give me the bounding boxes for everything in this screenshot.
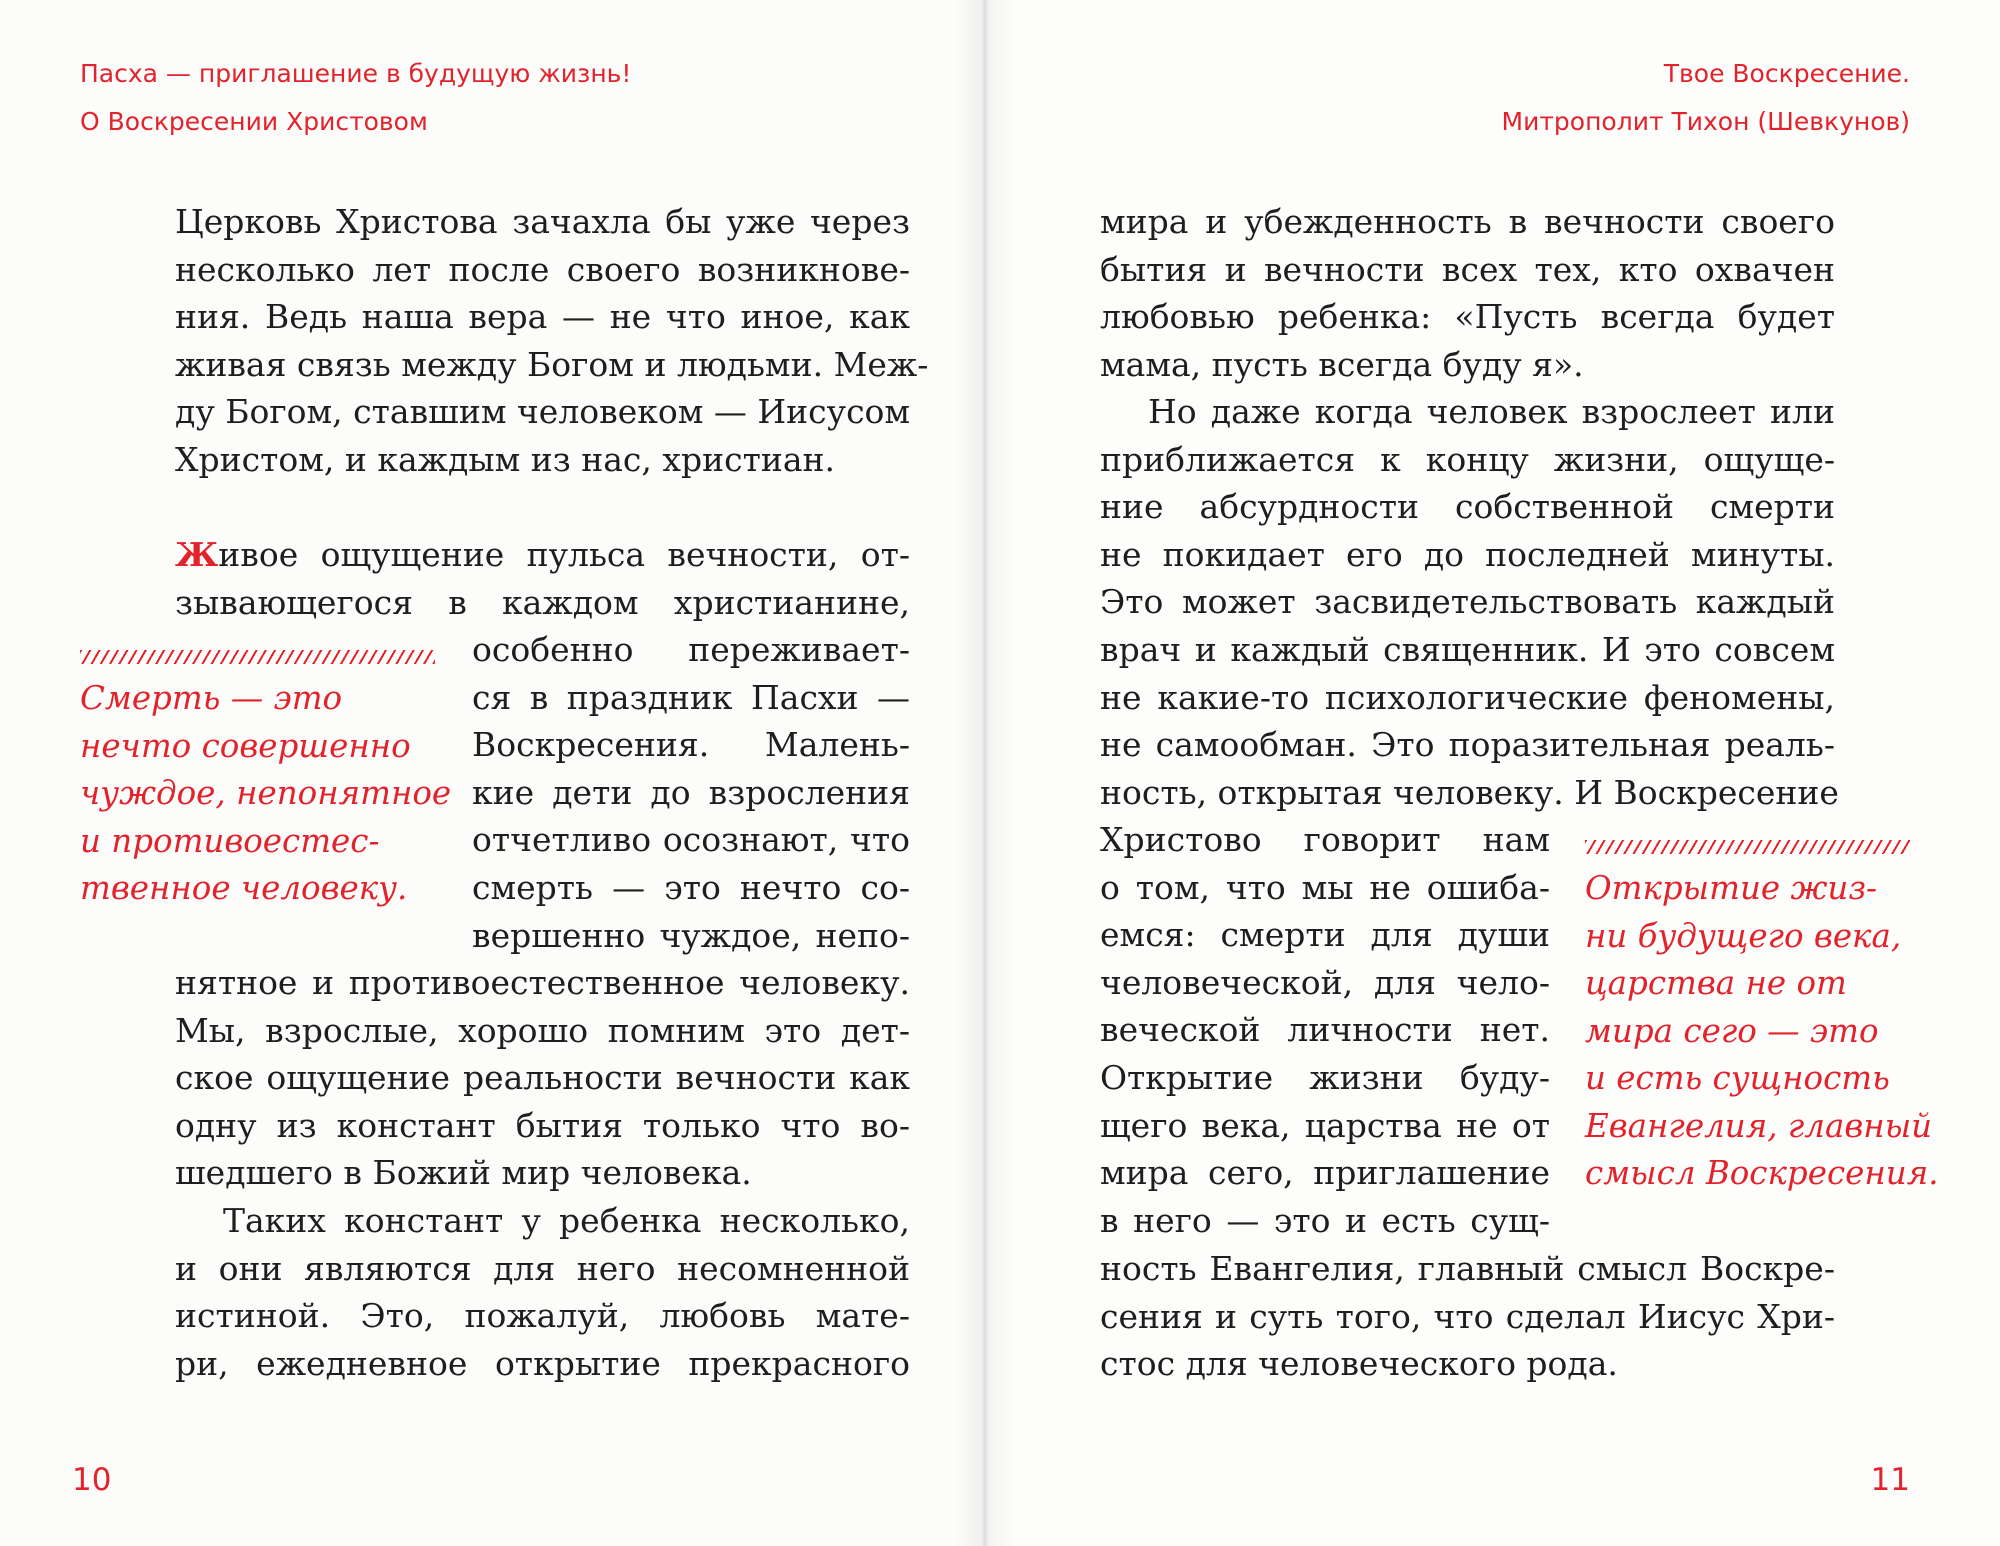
text-line: в него — это и есть сущ- <box>1100 1200 1550 1240</box>
text-line: Церковь Христова зачахла бы уже через <box>175 202 910 241</box>
text-line: одну из констант бытия только что во- <box>175 1105 910 1145</box>
pullquote-line: Открытие жиз- <box>1585 869 1878 907</box>
pullquote-line: ни будущего века, <box>1585 916 1902 955</box>
text-line: приближается к концу жизни, ощуще- <box>1100 439 1835 479</box>
right-header-line-2: Митрополит Тихон (Шевкунов) <box>1501 107 1910 136</box>
text-line: отчетливо осознают, что <box>472 820 910 860</box>
text-line: Христово говорит нам <box>1100 820 1550 859</box>
text-line: не покидает его до последней минуты. <box>1100 534 1835 574</box>
right-paragraph-2-bottom <box>1100 1245 1835 1388</box>
text-line: особенно переживает- <box>472 630 910 669</box>
text-line: ние абсурдности собственной смерти <box>1100 487 1835 527</box>
text-line: кие дети до взросления <box>472 772 910 812</box>
drop-cap: Ж <box>175 535 219 574</box>
right-paragraph-1 <box>1100 198 1835 388</box>
text-line: ское ощущение реальности вечности как <box>175 1058 910 1098</box>
pullquote-line: смысл Воскресения. <box>1585 1154 1939 1192</box>
text-line: смерть — это нечто со- <box>472 867 910 907</box>
text-line: не самообман. Это поразительная реаль- <box>1100 725 1835 765</box>
pullquote-hatch-rule <box>1585 840 1910 854</box>
left-paragraph-2-narrow <box>472 626 910 959</box>
text-line: врач и каждый священник. И это совсем <box>1100 629 1835 669</box>
text-line: Открытие жизни буду- <box>1100 1057 1550 1097</box>
left-running-header <box>80 50 631 146</box>
pullquote-line: нечто совершенно <box>80 726 411 765</box>
text-line: истиной. Это, пожалуй, любовь мате- <box>175 1296 910 1336</box>
left-paragraph-3 <box>175 1197 910 1387</box>
text-line: зывающегося в каждом христианине, <box>175 582 910 622</box>
right-running-header <box>1502 50 1910 146</box>
text-line: ри, ежедневное открытие прекрасного <box>175 1343 910 1383</box>
right-page-number: 11 <box>1870 1462 1910 1498</box>
left-header-line-2: О Воскресении Христовом <box>80 107 428 136</box>
text-line: не какие-то психологические феномены, <box>1100 677 1835 717</box>
right-paragraph-2-top <box>1100 388 1839 816</box>
pullquote-line: мира сего — это <box>1585 1011 1879 1050</box>
right-page <box>985 0 2000 1546</box>
text-line: ся в праздник Пасхи — <box>472 677 910 717</box>
text-line: стос для человеческого рода. <box>1100 1344 1618 1384</box>
text-line: любовью ребенка: «Пусть всегда будет <box>1100 297 1835 337</box>
text-line: бытия и вечности всех тех, кто охвачен <box>1100 249 1835 289</box>
pullquote-line: Смерть — это <box>80 679 343 717</box>
text-line: мама, пусть всегда буду я». <box>1100 344 1584 384</box>
left-pullquote <box>80 675 451 913</box>
left-paragraph-1 <box>175 198 929 484</box>
text-line: веческой личности нет. <box>1100 1010 1550 1050</box>
text-line-rest: ивое ощущение пульса вечности, от- <box>218 535 910 574</box>
pullquote-line: твенное человеку. <box>80 869 408 907</box>
left-paragraph-2-top <box>175 531 910 626</box>
text-line: Это может засвидетельствовать каждый <box>1100 582 1835 622</box>
text-line: емся: смерти для души <box>1100 915 1550 955</box>
text-line: сения и суть того, что сделал Иисус Хри- <box>1100 1296 1835 1336</box>
text-line: ду Богом, ставшим человеком — Иисусом <box>175 392 911 432</box>
pullquote-line: и есть сущность <box>1585 1059 1890 1097</box>
text-line: мира и убежденность в вечности своего <box>1100 202 1835 241</box>
text-line: мира сего, приглашение <box>1100 1153 1550 1193</box>
text-line: щего века, царства не от <box>1100 1105 1550 1145</box>
pullquote-hatch-rule <box>80 650 435 664</box>
pullquote-line: царства не от <box>1585 964 1847 1002</box>
text-line: человеческой, для чело- <box>1100 962 1550 1002</box>
text-line: Мы, взрослые, хорошо помним это дет- <box>175 1010 910 1050</box>
text-line: о том, что мы не ошиба- <box>1100 867 1550 907</box>
text-line: ность Евангелия, главный смысл Воскре- <box>1100 1249 1835 1288</box>
text-line: вершенно чуждое, непо- <box>472 915 910 955</box>
text-line: нятное и противоестественное человеку. <box>175 963 910 1002</box>
text-line: ность, открытая человеку. И Воскресение <box>1100 772 1839 812</box>
left-page-number: 10 <box>72 1462 112 1498</box>
text-line: Воскресения. Малень- <box>472 725 910 765</box>
book-gutter-shadow <box>955 0 1015 1546</box>
right-paragraph-2-narrow <box>1100 816 1550 1244</box>
text-line: живая связь между Богом и людьми. Меж- <box>175 344 929 384</box>
pullquote-line: Евангелия, главный <box>1585 1106 1933 1145</box>
text-line: несколько лет после своего возникнове- <box>175 249 910 289</box>
text-line: и они являются для него несомненной <box>175 1248 910 1288</box>
text-line: шедшего в Божий мир человека. <box>175 1153 752 1193</box>
right-header-line-1: Твое Воскресение. <box>1663 59 1910 88</box>
pullquote-line: чуждое, непонятное <box>80 774 452 812</box>
left-page <box>0 0 985 1546</box>
text-line: Но даже когда человек взрослеет или <box>1148 392 1835 431</box>
text-line: ния. Ведь наша вера — не что иное, как <box>175 297 910 337</box>
left-header-line-1: Пасха — приглашение в будущую жизнь! <box>80 59 632 88</box>
text-line <box>175 531 910 579</box>
right-pullquote <box>1585 865 1939 1198</box>
left-paragraph-2-bottom <box>175 959 910 1197</box>
text-line: Христом, и каждым из нас, христиан. <box>175 439 835 479</box>
text-line: Таких констант у ребенка несколько, <box>223 1201 910 1240</box>
pullquote-line: и противоестес- <box>80 821 380 860</box>
